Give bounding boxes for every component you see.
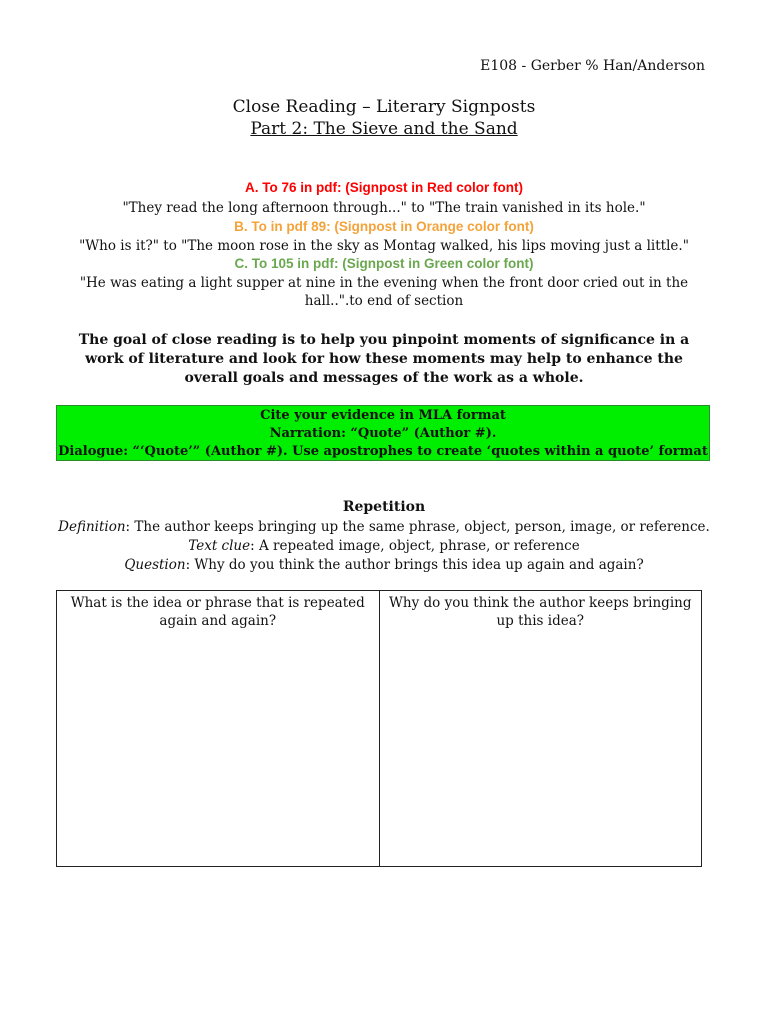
range-a: "They read the long afternoon through..." to "The train vanished in its hole.": [122, 200, 646, 216]
signpost-c: C. To 105 in pdf: (Signpost in Green color font): [234, 256, 534, 271]
course-header: E108 - Gerber % Han/Anderson: [480, 58, 705, 74]
range-b: "Who is it?" to "The moon rose in the sky as Montag walked, his lips moving just a little.": [79, 238, 689, 254]
cite-line-1: Cite your evidence in MLA format: [260, 408, 506, 423]
question-text: : Why do you think the author brings this idea up again and again?: [185, 557, 644, 573]
range-c: "He was eating a light supper at nine in the evening when the front door cried out in the hall..".to end of section: [79, 275, 689, 309]
cite-evidence-box: [56, 405, 710, 461]
why-repeated-cell[interactable]: [379, 591, 702, 867]
signpost-a: A. To 76 in pdf: (Signpost in Red color font): [245, 180, 523, 195]
definition-label: Definition: [58, 519, 126, 535]
repeated-idea-cell[interactable]: [57, 591, 380, 867]
text-clue-text: : A repeated image, object, phrase, or reference: [250, 538, 580, 554]
cite-line-3: Dialogue: “‘Quote’” (Author #). Use apostrophes to create ‘quotes within a quote’ format: [58, 444, 708, 459]
definition-line: [0, 518, 768, 536]
text-clue-line: [0, 537, 768, 555]
question-line: [0, 556, 768, 574]
repetition-table: [56, 590, 702, 867]
question-label: Question: [124, 557, 186, 573]
column-header-repeated-idea: What is the idea or phrase that is repeated again and again?: [70, 595, 365, 629]
goal-paragraph: The goal of close reading is to help you pinpoint moments of significance in a work of literature and look for how these moments may help to enhance the overall goals and messages of the work as a whole.: [78, 332, 690, 386]
document-title: Close Reading – Literary Signposts: [232, 97, 536, 117]
column-header-why-repeated: Why do you think the author keeps bringing up this idea?: [389, 595, 692, 629]
repetition-heading: Repetition: [342, 499, 426, 515]
signpost-b: B. To in pdf 89: (Signpost in Orange color font): [234, 219, 534, 234]
document-subtitle: Part 2: The Sieve and the Sand: [250, 119, 518, 139]
text-clue-label: Text clue: [188, 538, 251, 554]
cite-line-2: Narration: “Quote” (Author #).: [269, 426, 497, 441]
definition-text: : The author keeps bringing up the same phrase, object, person, image, or reference.: [125, 519, 710, 535]
table-row: [57, 591, 702, 867]
